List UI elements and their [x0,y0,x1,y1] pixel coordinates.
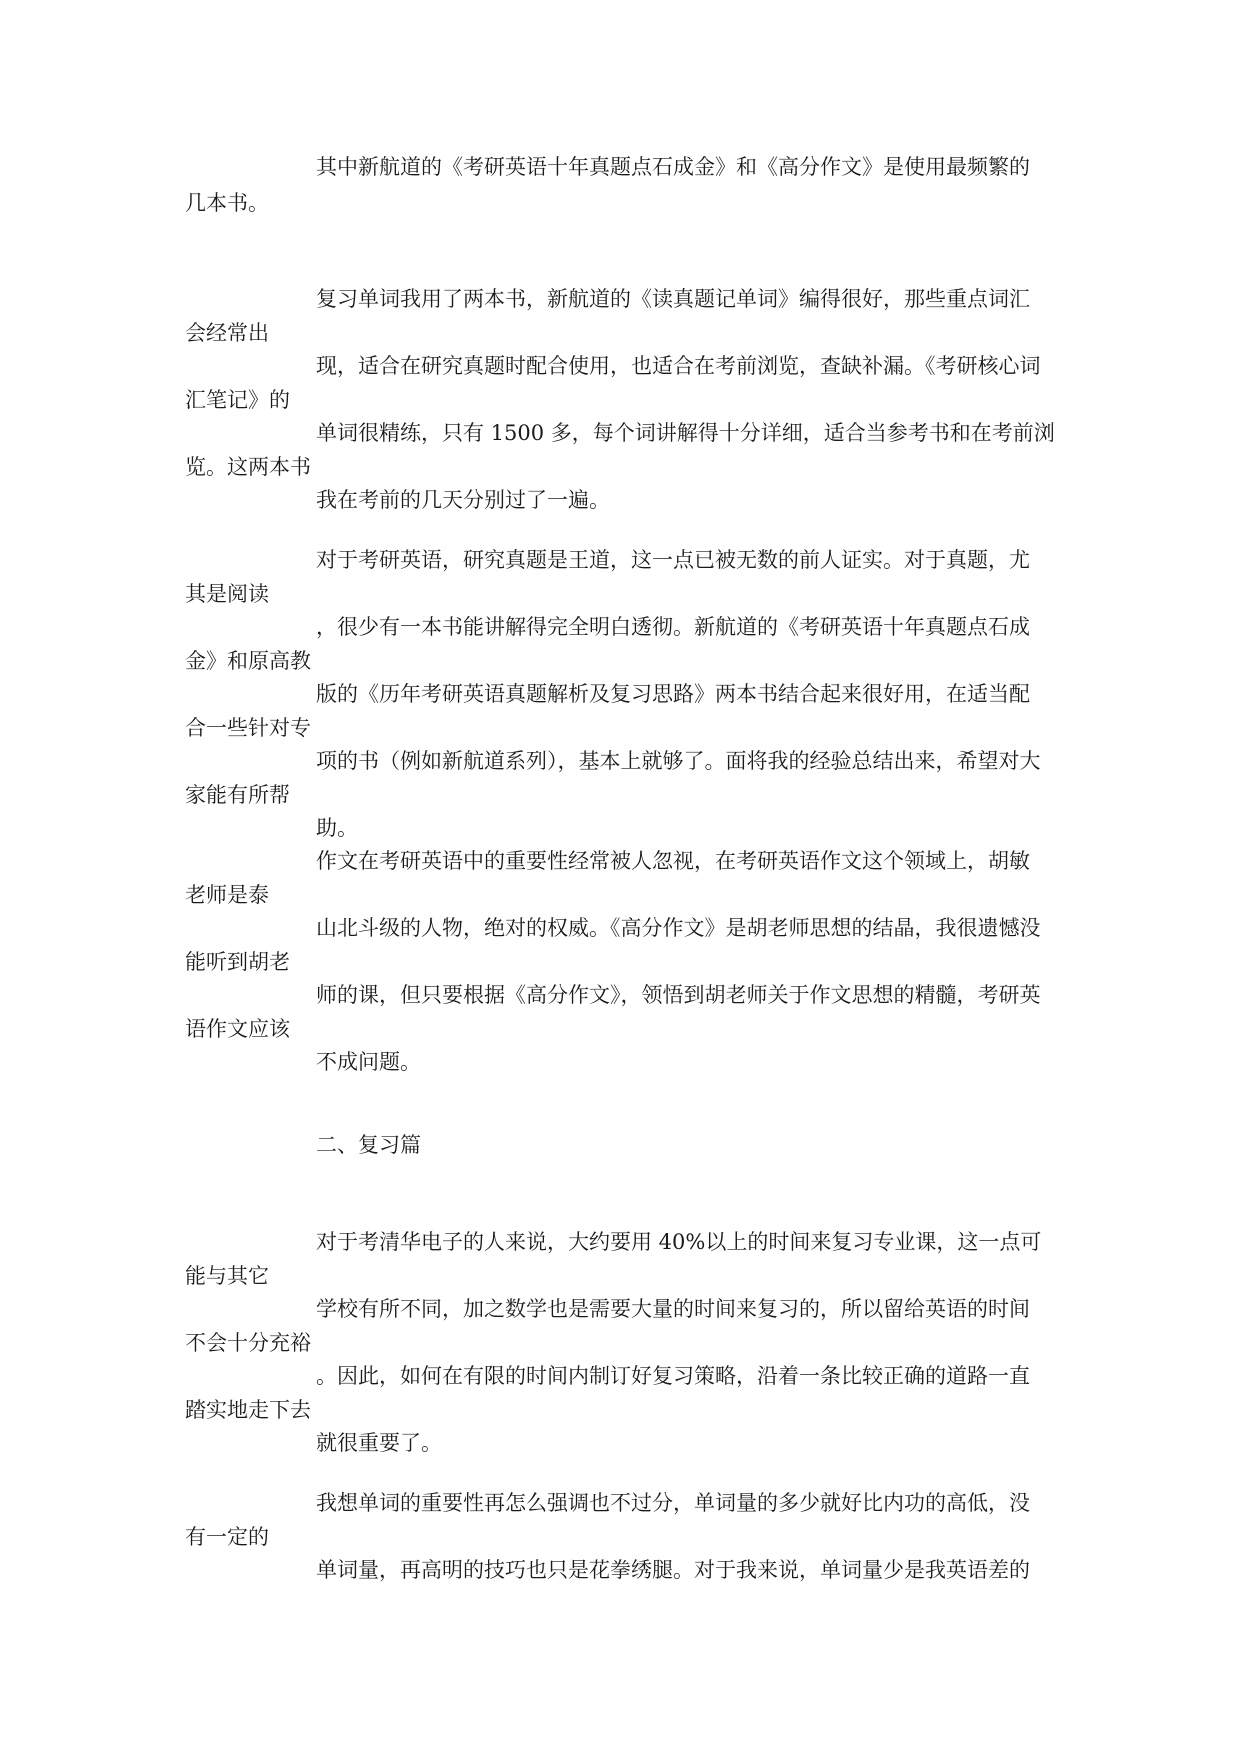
text-line: 对于考清华电子的人来说，大约要用 40%以上的时间来复习专业课，这一点可 [316,1230,1042,1254]
text-line: 山北斗级的人物，绝对的权威。《高分作文》是胡老师思想的结晶，我很遗憾没 [316,916,1041,940]
text-line: 家能有所帮 [185,783,290,807]
text-line: 不成问题。 [316,1050,421,1074]
text-line: 能听到胡老 [185,950,290,974]
text-line: 合一些针对专 [185,716,311,740]
text-line: 我在考前的几天分别过了一遍。 [316,488,610,512]
text-line: 作文在考研英语中的重要性经常被人忽视，在考研英语作文这个领域上，胡敏 [316,849,1030,873]
text-line: 金》和原高教 [185,649,311,673]
text-line: 其中新航道的《考研英语十年真题点石成金》和《高分作文》是使用最频繁的 [316,155,1030,179]
section-heading: 二、复习篇 [316,1133,421,1157]
text-line: 版的《历年考研英语真题解析及复习思路》两本书结合起来很好用，在适当配 [316,682,1030,706]
text-line: ，很少有一本书能讲解得完全明白透彻。新航道的《考研英语十年真题点石成 [316,615,1030,639]
text-line: 能与其它 [185,1264,269,1288]
text-line: 复习单词我用了两本书，新航道的《读真题记单词》编得很好，那些重点词汇 [316,287,1030,311]
text-line: 不会十分充裕 [185,1331,311,1355]
text-line: 对于考研英语，研究真题是王道，这一点已被无数的前人证实。对于真题，尤 [316,548,1030,572]
text-line: 助。 [316,816,358,840]
text-line: 现，适合在研究真题时配合使用，也适合在考前浏览，查缺补漏。《考研核心词 [316,354,1041,378]
text-line: 踏实地走下去 [185,1398,311,1422]
text-line: 览。这两本书 [185,455,311,479]
text-line: 有一定的 [185,1525,269,1549]
text-line: 几本书。 [185,191,269,215]
text-line: 单词量，再高明的技巧也只是花拳绣腿。对于我来说，单词量少是我英语差的 [316,1558,1030,1582]
text-line: 。因此，如何在有限的时间内制订好复习策略，沿着一条比较正确的道路一直 [316,1364,1030,1388]
text-line: 项的书（例如新航道系列），基本上就够了。面将我的经验总结出来，希望对大 [316,749,1041,773]
text-line: 就很重要了。 [316,1431,442,1455]
text-line: 语作文应该 [185,1017,290,1041]
text-line: 其是阅读 [185,582,269,606]
text-line: 学校有所不同，加之数学也是需要大量的时间来复习的，所以留给英语的时间 [316,1297,1030,1321]
text-line: 老师是泰 [185,883,269,907]
text-line: 师的课，但只要根据《高分作文》，领悟到胡老师关于作文思想的精髓，考研英 [316,983,1041,1007]
text-line: 汇笔记》的 [185,388,290,412]
text-line: 单词很精练，只有 1500 多，每个词讲解得十分详细，适合当参考书和在考前浏 [316,421,1055,445]
text-line: 会经常出 [185,321,269,345]
text-line: 我想单词的重要性再怎么强调也不过分，单词量的多少就好比内功的高低，没 [316,1491,1030,1515]
